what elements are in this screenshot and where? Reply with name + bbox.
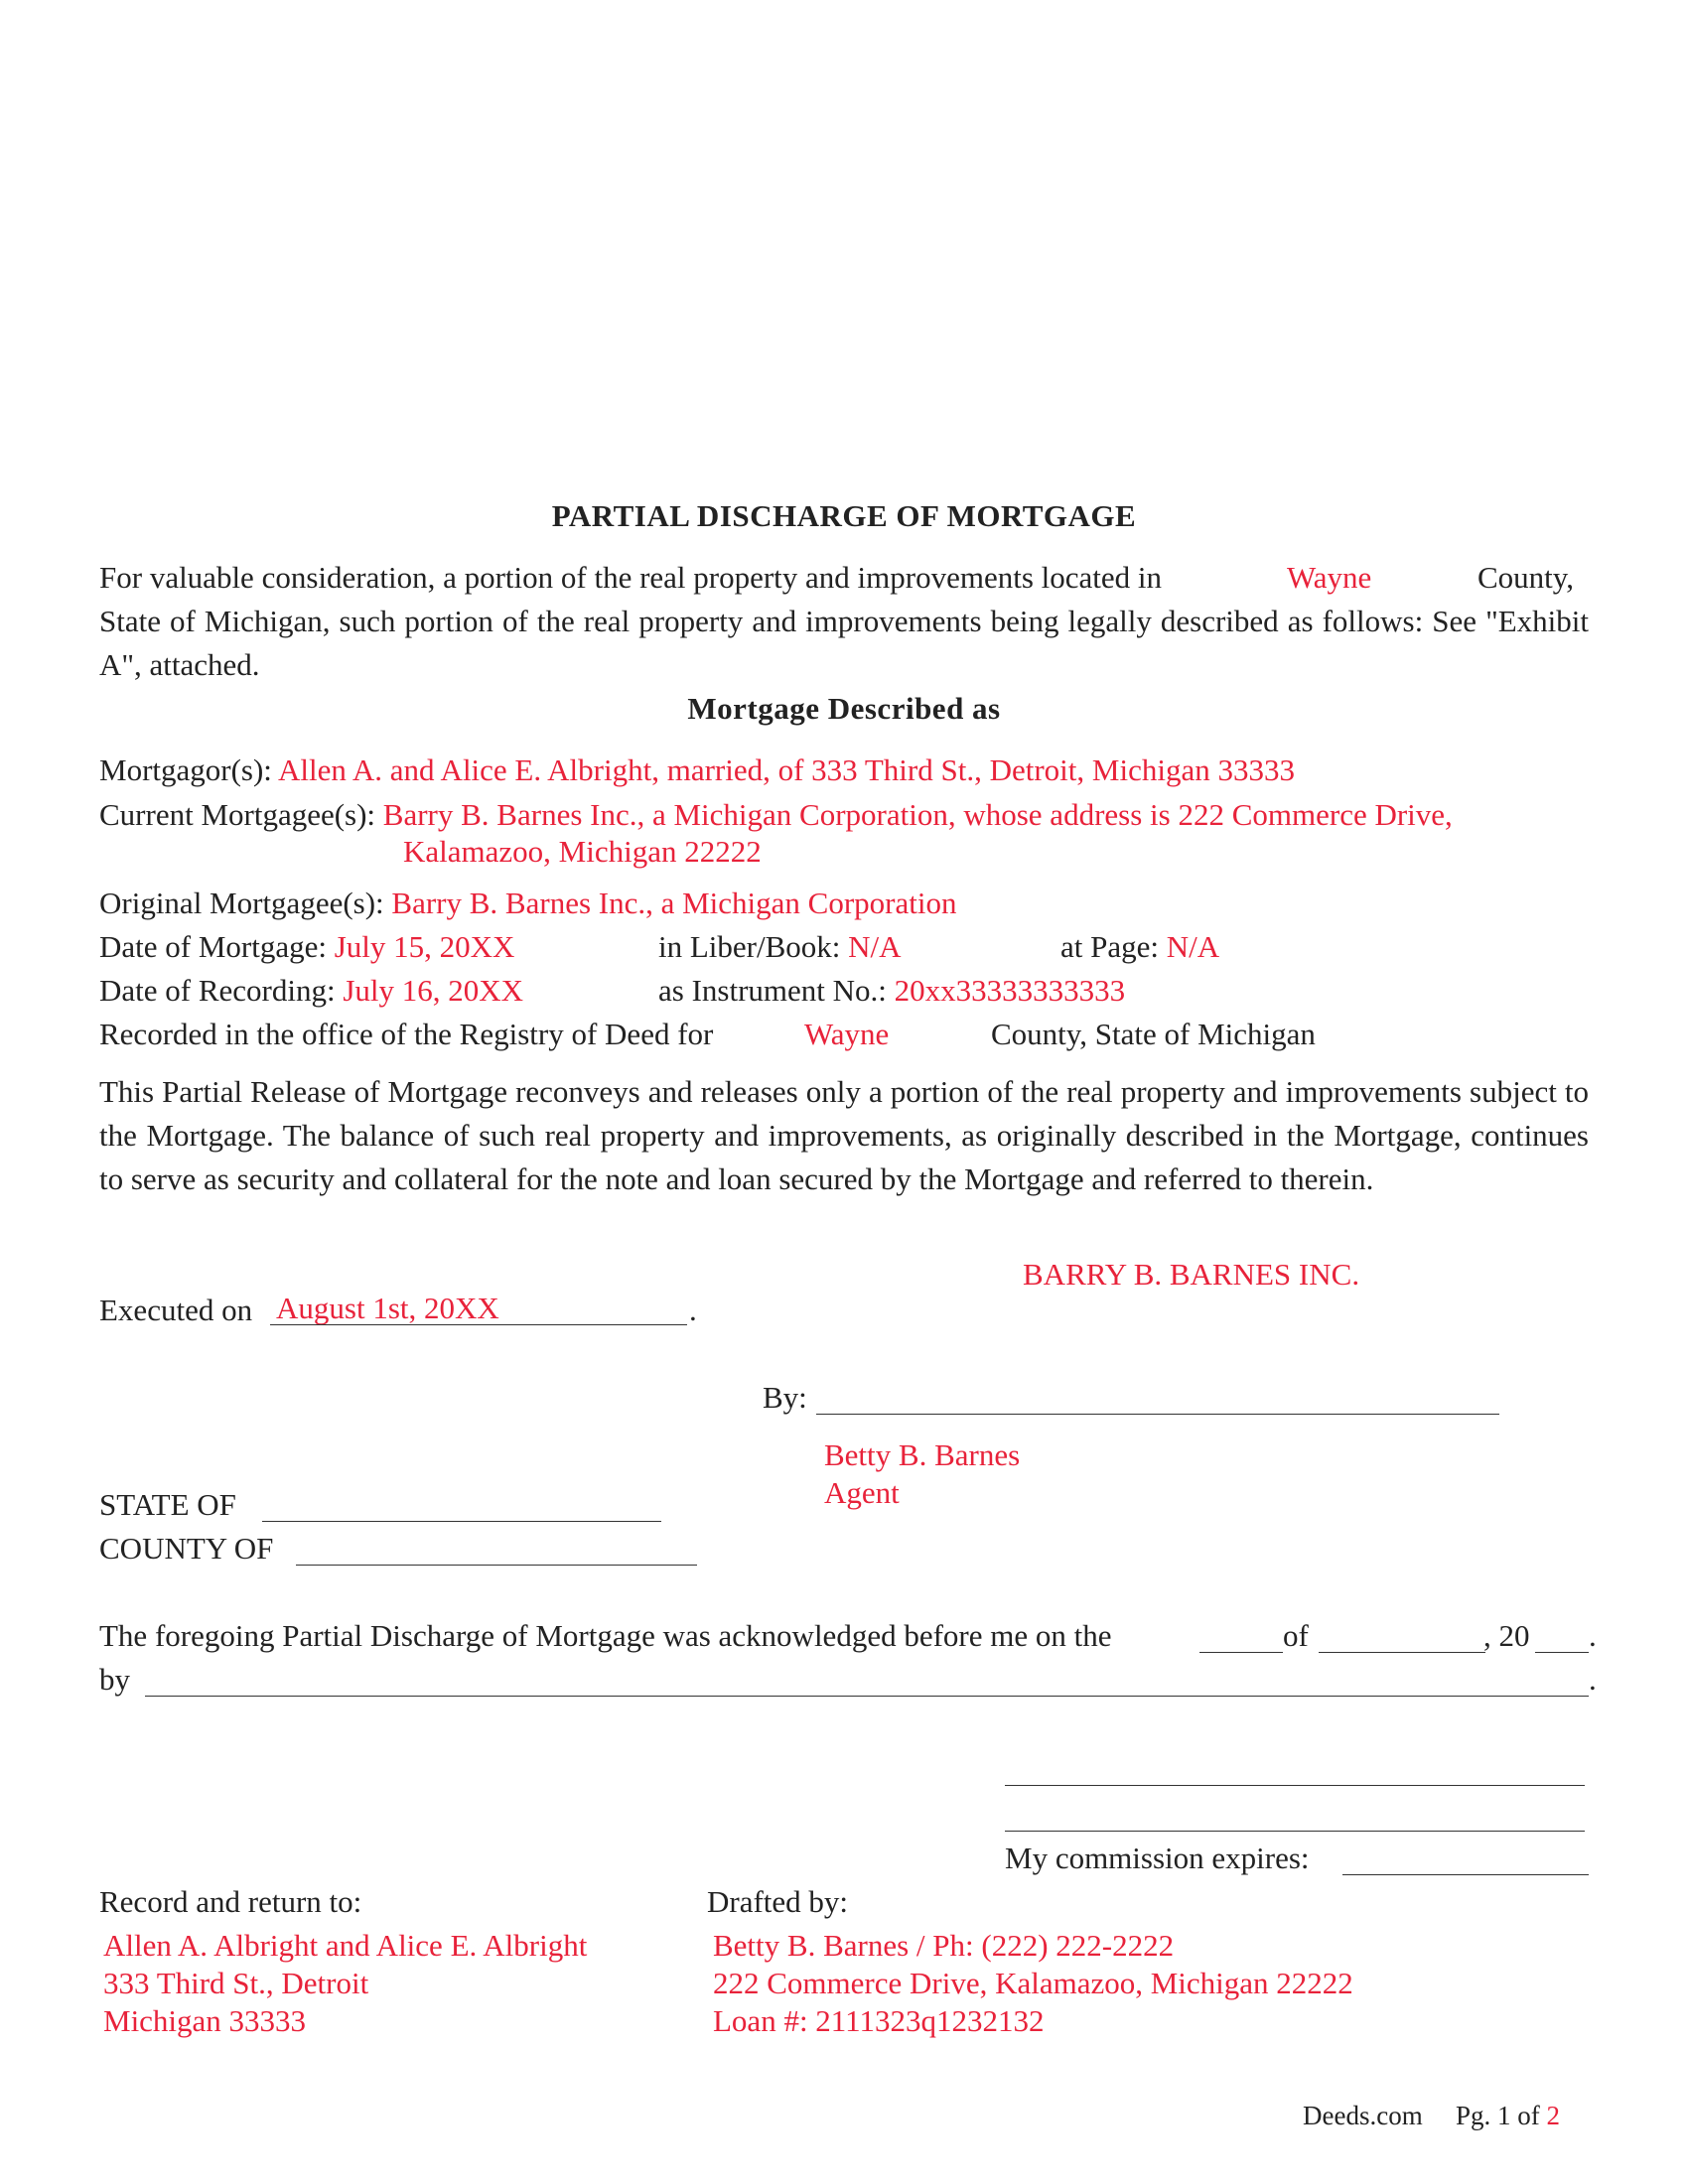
signer-title: Agent bbox=[824, 1475, 900, 1510]
instrument-value: 20xx33333333333 bbox=[894, 973, 1126, 1008]
document-title: PARTIAL DISCHARGE OF MORTGAGE bbox=[551, 498, 1137, 533]
page-row bbox=[1060, 925, 1219, 969]
drafted-by-line-3: Loan #: 2111323q1232132 bbox=[713, 2003, 1045, 2038]
current-mortgagee-value-1: Barry B. Barnes Inc., a Michigan Corporation, whose address is 222 Commerce Drive, bbox=[382, 797, 1453, 832]
original-mortgagee-row bbox=[99, 882, 956, 925]
instrument-row bbox=[658, 969, 1125, 1013]
original-mortgagee-value: Barry B. Barnes Inc., a Michigan Corporation bbox=[391, 886, 957, 920]
page-label: at Page: bbox=[1060, 929, 1159, 964]
by-lower-line bbox=[145, 1696, 1589, 1697]
record-return-line-2: 333 Third St., Detroit bbox=[103, 1966, 369, 2000]
state-of-line bbox=[262, 1521, 661, 1522]
footer-page-total: 2 bbox=[1546, 2101, 1561, 2130]
commission-label: My commission expires: bbox=[1005, 1841, 1310, 1875]
by-lower-period: . bbox=[1589, 1662, 1597, 1697]
date-recording-row bbox=[99, 969, 523, 1013]
intro-rest: State of Michigan, such portion of the real property and improvements being legally described as follows: See "Exhibit A", attached. bbox=[99, 604, 1589, 682]
ack-year-line bbox=[1535, 1652, 1589, 1653]
page-value: N/A bbox=[1166, 929, 1220, 964]
ack-year: , 20 bbox=[1483, 1618, 1530, 1653]
date-recording-value: July 16, 20XX bbox=[343, 973, 524, 1008]
mortgagor-label: Mortgagor(s): bbox=[99, 752, 272, 787]
instrument-label: as Instrument No.: bbox=[658, 973, 887, 1008]
ack-of: of bbox=[1283, 1618, 1309, 1653]
liber-label: in Liber/Book: bbox=[658, 929, 841, 964]
signer-name: Betty B. Barnes bbox=[824, 1437, 1021, 1472]
record-return-label: Record and return to: bbox=[99, 1884, 362, 1919]
intro-line-1 bbox=[99, 556, 1162, 600]
executed-period: . bbox=[689, 1293, 697, 1327]
ack-day-line bbox=[1199, 1652, 1283, 1653]
record-return-line-1: Allen A. Albright and Alice E. Albright bbox=[103, 1928, 588, 1963]
drafted-by-line-1: Betty B. Barnes / Ph: (222) 222-2222 bbox=[713, 1928, 1175, 1963]
by-lower-label: by bbox=[99, 1662, 130, 1697]
drafted-by-label: Drafted by: bbox=[707, 1884, 849, 1919]
release-paragraph: This Partial Release of Mortgage reconveys and releases only a portion of the real property and improvements subject to the Mortgage. The balance of such real property and improvements, as originally described in the Mortgage, continues to serve as security and collateral for the note and loan secured by the Mortgage and referred to therein. bbox=[99, 1074, 1589, 1196]
record-return-line-3: Michigan 33333 bbox=[103, 2003, 307, 2038]
footer-page-prefix: Pg. 1 of bbox=[1456, 2101, 1540, 2130]
county-of-line bbox=[296, 1565, 697, 1566]
company-name: BARRY B. BARNES INC. bbox=[1023, 1257, 1360, 1292]
executed-value: August 1st, 20XX bbox=[276, 1291, 499, 1325]
intro-county: Wayne bbox=[1287, 560, 1372, 595]
signature-line bbox=[816, 1414, 1499, 1415]
executed-underline bbox=[270, 1324, 687, 1325]
notary-line-1 bbox=[1005, 1785, 1585, 1786]
date-mortgage-label: Date of Mortgage: bbox=[99, 929, 327, 964]
mortgage-subtitle: Mortgage Described as bbox=[687, 691, 1001, 726]
mortgagor-value: Allen A. and Alice E. Albright, married, of 333 Third St., Detroit, Michigan 33333 bbox=[277, 752, 1295, 787]
footer-page bbox=[1456, 2101, 1560, 2131]
current-mortgagee-label: Current Mortgagee(s): bbox=[99, 797, 376, 832]
county-of-label: COUNTY OF bbox=[99, 1531, 274, 1566]
recorded-county: Wayne bbox=[804, 1017, 890, 1051]
ack-period: . bbox=[1589, 1618, 1597, 1653]
recorded-label: Recorded in the office of the Registry of Deed for bbox=[99, 1017, 714, 1051]
mortgagor-row bbox=[99, 749, 1295, 792]
original-mortgagee-label: Original Mortgagee(s): bbox=[99, 886, 384, 920]
ack-text: The foregoing Partial Discharge of Mortgage was acknowledged before me on the bbox=[99, 1618, 1112, 1653]
current-mortgagee-value-2: Kalamazoo, Michigan 22222 bbox=[403, 834, 762, 869]
footer-site: Deeds.com bbox=[1303, 2101, 1423, 2130]
drafted-by-line-2: 222 Commerce Drive, Kalamazoo, Michigan 22222 bbox=[713, 1966, 1353, 2000]
ack-month-line bbox=[1319, 1652, 1485, 1653]
liber-row bbox=[658, 925, 902, 969]
liber-value: N/A bbox=[848, 929, 902, 964]
notary-line-2 bbox=[1005, 1831, 1585, 1832]
intro-pre: For valuable consideration, a portion of the real property and improvements located in bbox=[99, 560, 1163, 595]
commission-line bbox=[1342, 1874, 1589, 1875]
by-label: By: bbox=[763, 1380, 807, 1415]
intro-county-suffix: County, bbox=[1477, 560, 1575, 595]
state-of-label: STATE OF bbox=[99, 1487, 236, 1522]
recorded-suffix: County, State of Michigan bbox=[991, 1017, 1316, 1051]
date-mortgage-row bbox=[99, 925, 514, 969]
executed-label: Executed on bbox=[99, 1293, 253, 1327]
date-mortgage-value: July 15, 20XX bbox=[334, 929, 515, 964]
current-mortgagee-row bbox=[99, 793, 1453, 837]
date-recording-label: Date of Recording: bbox=[99, 973, 336, 1008]
